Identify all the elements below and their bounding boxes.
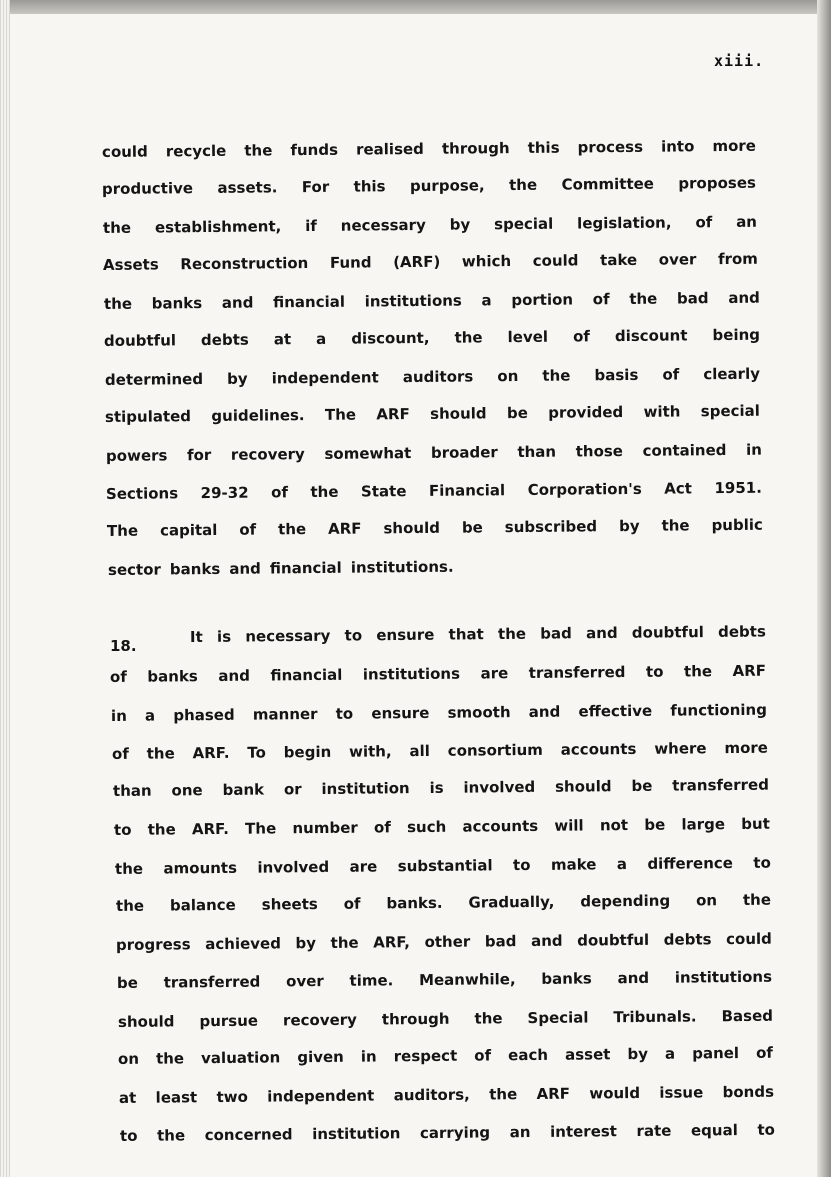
text-line: progress achieved by the ARF, other bad and doubtful debts could xyxy=(115,929,772,954)
scan-binding-edge xyxy=(0,0,10,1177)
text-line: the banks and financial institutions a portion of the bad and xyxy=(103,288,760,313)
paragraph-number: 18. xyxy=(110,637,137,655)
text-line: of banks and financial institutions are transferred to the ARF xyxy=(109,661,767,686)
text-line: Assets Reconstruction Fund (ARF) which could take over from xyxy=(102,249,758,274)
text-line: productive assets. For this purpose, the Committee proposes xyxy=(101,173,756,198)
text-line: could recycle the funds realised through this process into more xyxy=(101,136,757,161)
text-line: sector banks and financial institutions. xyxy=(107,557,454,579)
text-line: on the valuation given in respect of each asset by a panel of xyxy=(117,1043,773,1068)
text-line: than one bank or institution is involved should be transferred xyxy=(112,775,769,800)
page-number: xiii. xyxy=(714,52,765,70)
text-line: should pursue recovery through the Special Tribunals. Based xyxy=(117,1006,774,1031)
text-line: doubtful debts at a discount, the level of discount being xyxy=(103,325,761,350)
text-line: It is necessary to ensure that the bad and doubtful debts xyxy=(189,622,766,646)
text-line: the balance sheets of banks. Gradually, depending on the xyxy=(115,890,772,915)
text-line: at least two independent auditors, the ARF would issue bonds xyxy=(118,1082,775,1107)
text-line: The capital of the ARF should be subscribed by the public xyxy=(106,515,763,540)
text-line: determined by independent auditors on the basis of clearly xyxy=(104,364,761,389)
text-line: Sections 29-32 of the State Financial Corporation's Act 1951. xyxy=(105,478,762,503)
text-line: powers for recovery somewhat broader than those contained in xyxy=(105,440,763,465)
text-line: the establishment, if necessary by special legislation, of an xyxy=(102,212,758,237)
text-line: to the ARF. The number of such accounts will not be large but xyxy=(113,814,770,839)
text-line: of the ARF. To begin with, all consortium accounts where more xyxy=(111,738,769,763)
scan-top-edge xyxy=(0,0,831,14)
scan-right-edge xyxy=(817,0,831,1177)
text-line: to the concerned institution carrying an interest rate equal to xyxy=(119,1120,775,1145)
text-line: be transferred over time. Meanwhile, banks and institutions xyxy=(116,967,773,992)
text-line: stipulated guidelines. The ARF should be provided with special xyxy=(104,401,760,426)
text-line: the amounts involved are substantial to make a difference to xyxy=(114,853,771,878)
text-line: in a phased manner to ensure smooth and effective functioning xyxy=(110,700,768,725)
